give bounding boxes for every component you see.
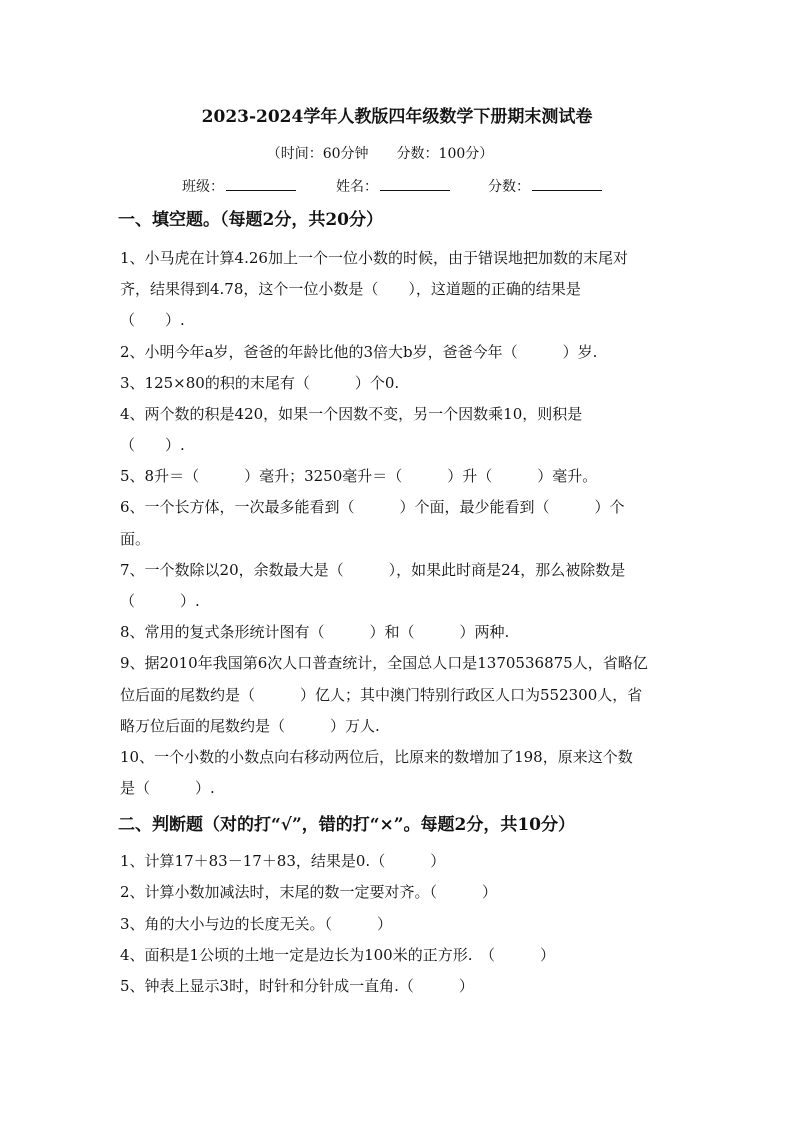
question-line: （ ）. [120, 436, 185, 454]
question-line: 位后面的尾数约是（ ）亿人；其中澳门特别行政区人口为552300人，省 [120, 686, 643, 704]
question-line: 7、一个数除以20，余数最大是（ ），如果此时商是24，那么被除数是 [120, 561, 626, 579]
question-line: 是（ ）. [120, 779, 215, 797]
question-line: 2、计算小数加减法时，末尾的数一定要对齐。（ ） [120, 883, 498, 901]
exam-subtitle: （时间：60分钟 分数：100分） [266, 146, 494, 162]
question-line: 面。 [120, 530, 151, 548]
exam-title: 2023-2024学年人教版四年级数学下册期末测试卷 [201, 107, 593, 127]
question-line: 5、钟表上显示3时，时针和分针成一直角.（ ） [120, 977, 474, 995]
question-line: 4、面积是1公顷的土地一定是边长为100米的正方形. （ ） [120, 946, 555, 964]
score-blank [532, 176, 602, 191]
question-line: 9、据2010年我国第6次人口普查统计，全国总人口是1370536875人，省略亿 [120, 654, 648, 672]
question-line: 1、计算17＋83－17＋83，结果是0.（ ） [120, 852, 446, 870]
question-line: 6、一个长方体，一次最多能看到（ ）个面，最少能看到（ ）个 [120, 498, 625, 516]
question-line: 3、角的大小与边的长度无关。（ ） [120, 915, 393, 933]
name-blank [380, 176, 450, 191]
question-line: 4、两个数的积是420，如果一个因数不变，另一个因数乘10，则积是 [120, 405, 583, 423]
question-line: 齐，结果得到4.78，这个一位小数是（ ），这道题的正确的结果是 [120, 280, 581, 298]
section-fill-in-heading: 一、填空题。（每题2分，共20分） [118, 210, 383, 230]
question-line: 2、小明今年a岁，爸爸的年龄比他的3倍大b岁，爸爸今年（ ）岁. [120, 343, 598, 361]
question-line: 1、小马虎在计算4.26加上一个一位小数的时候，由于错误地把加数的末尾对 [120, 249, 628, 267]
question-line: 10、一个小数的小数点向右移动两位后，比原来的数增加了198，原来这个数 [120, 748, 633, 766]
name-label: 姓名： [336, 179, 378, 195]
score-field [488, 176, 602, 197]
question-line: 5、8升＝（ ）毫升；3250毫升＝（ ）升（ ）毫升。 [120, 467, 598, 485]
question-line: （ ）. [120, 592, 200, 610]
name-field [336, 176, 450, 197]
question-line: 8、常用的复式条形统计图有（ ）和（ ）两种. [120, 623, 510, 641]
class-label: 班级： [182, 179, 224, 195]
class-blank [226, 176, 296, 191]
question-line: 3、125×80的积的末尾有（ ）个0. [120, 374, 400, 392]
question-line: 略万位后面的尾数约是（ ）万人. [120, 717, 380, 735]
class-field [182, 176, 296, 197]
section-true-false-heading: 二、判断题（对的打“√”，错的打“×”。每题2分，共10分） [118, 815, 576, 835]
score-label: 分数： [488, 179, 530, 195]
question-line: （ ）. [120, 311, 185, 329]
